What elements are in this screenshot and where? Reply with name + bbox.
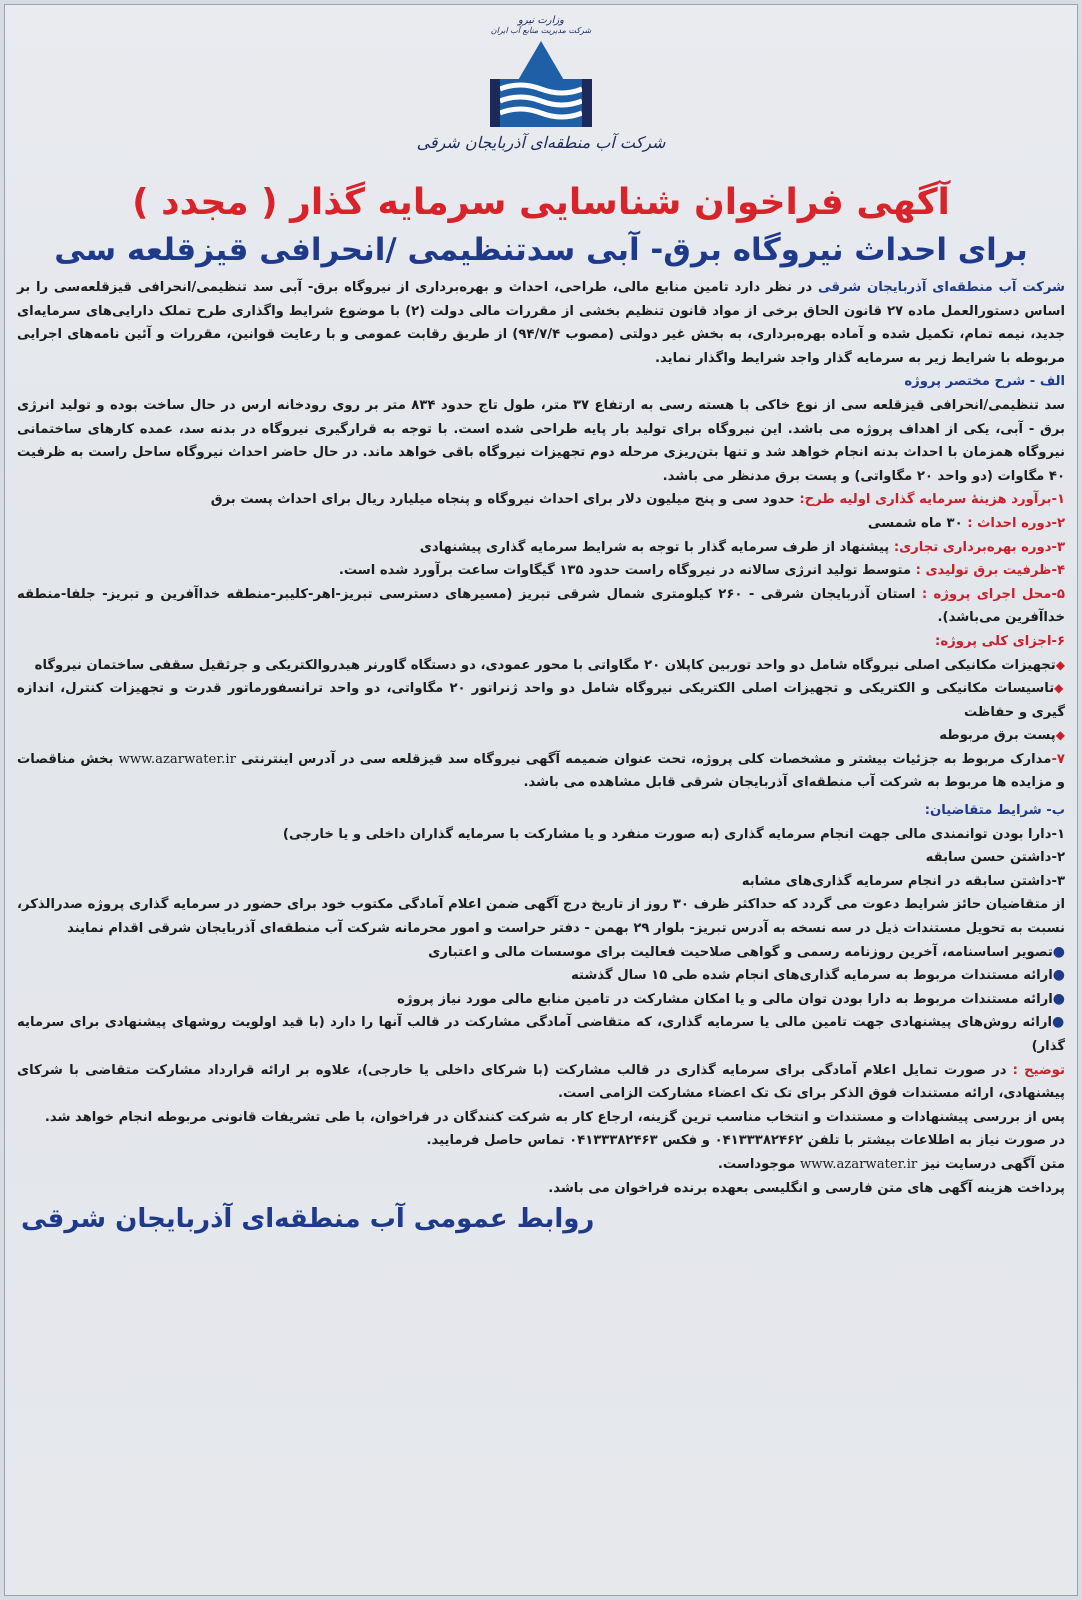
parent-company-label: شرکت مدیریت منابع آب ایران <box>490 26 592 35</box>
water-drop-logo-icon <box>486 39 596 131</box>
page-subtitle: برای احداث نیروگاه برق- آبی سدتنظیمی /انحرافی قیزقلعه سی <box>54 232 1028 268</box>
website-paragraph <box>17 1153 1065 1177</box>
project-item <box>17 536 1065 560</box>
invitation-paragraph: از متقاضیان حائز شرایط دعوت می گردد که حداکثر ظرف ۳۰ روز از تاریخ درج آگهی ضمن اعلام آمادگی مکتوب خود برای حضور در سرمایه گذاری پروژه صدرالذکر، نسبت به تحویل مستندات ذیل در سه نسخه به آدرس تبریز- بلوار ۲۹ بهمن - دفتر حراست و امور محرمانه شرکت آب منطقه‌ای آذربایجان شرقی اقدام نمایند <box>17 897 1065 937</box>
item-text: استان آذربایجان شرقی - ۲۶۰ کیلومتری شمال شرقی تبریز (مسیرهای دسترسی تبریز-اهر-کلیبر-منطقه خداآفرین و تبریز- جلفا-منطقه خداآفرین می‌باشد). <box>17 586 1065 626</box>
item-label: ۴-ظرفیت برق تولیدی : <box>915 563 1065 579</box>
item-label: ۶-اجزای کلی پروژه: <box>935 633 1065 649</box>
circle-bullet-icon: ● <box>1052 943 1065 960</box>
component-item <box>17 654 1065 678</box>
item-label: ۲-دوره احداث : <box>967 515 1065 531</box>
project-item <box>17 488 1065 512</box>
item-label: ۱-برآورد هزینهٔ سرمایه گذاری اولیه طرح: <box>799 492 1065 508</box>
document-item <box>17 941 1065 965</box>
note-paragraph <box>17 1059 1065 1106</box>
component-item <box>17 677 1065 724</box>
project-item <box>17 630 1065 654</box>
page-title: آگهی فراخوان شناسایی سرمایه گذار ( مجدد ) <box>132 182 950 223</box>
project-item <box>17 512 1065 536</box>
note-text: در صورت تمایل اعلام آمادگی برای سرمایه گذاری در قالب مشارکت (با شرکای داخلی یا خارجی)، علاوه بر ارائه قرارداد مشارکت متقاضی با شرکای پیشنهادی، ارائه مستندات فوق الذکر برای تک تک اعضاء مشارکت الزامی است. <box>17 1062 1065 1102</box>
project-item <box>17 559 1065 583</box>
item-label: ۷- <box>1051 751 1065 767</box>
ministry-label: وزارت نیرو <box>518 15 565 26</box>
cost-paragraph: پرداخت هزینه آگهی های متن فارسی و انگلیسی بعهده برنده فراخوان می باشد. <box>548 1180 1065 1196</box>
advertisement-page <box>4 4 1078 1596</box>
document-item <box>17 1011 1065 1058</box>
section-a-description: سد تنظیمی/انحرافی قیزقلعه سی از نوع خاکی با هسته رسی به ارتفاع ۳۷ متر، طول تاج حدود ۸۳۴ متر بر روی رودخانه ارس در حال ساخت بوده و تولید انرژی برق - آبی، یکی از اهداف پروژه می باشد. این نیروگاه برای تولید بار پایه طراحی شده است. با توجه به قرارگیری نیروگاه در بدنه سد، عمده کارهای ساختمانی نیروگاه همزمان با احداث بدنه انجام خواهد شد و تنها بتن‌ریزی مرحله دوم تجهیزات نیروگاه باقی خواهد ماند. در حال حاضر احداث نیروگاه ساحل راست به ظرفیت ۴۰ مگاوات (دو واحد ۲۰ مگاواتی) و پست برق مدنظر می باشد. <box>17 397 1066 484</box>
site-pre-text: متن آگهی درسایت نیز <box>917 1156 1065 1172</box>
website-link[interactable]: www.azarwater.ir <box>799 1156 918 1172</box>
advertisement-body <box>17 276 1065 1200</box>
section-b-heading: ب- شرایط متقاضیان: <box>924 803 1065 819</box>
item7-post-text: بخش مناقصات و مزایده ها مربوط به شرکت آب منطقه‌ای آذربایجان شرقی قابل مشاهده می باشد. <box>17 751 1065 791</box>
circle-bullet-icon: ● <box>1052 1014 1065 1031</box>
item-text: پیشنهاد از طرف سرمایه گذار با توجه به شرایط سرمایه گذاری پیشنهادی <box>419 539 894 555</box>
review-paragraph: پس از بررسی پیشنهادات و مستندات و انتخاب مناسب ترین گزینه، ارجاع کار به شرکت کنندگان در فراخوان، با طی تشریفات قانونی مربوطه انجام خواهد شد. <box>44 1109 1065 1125</box>
condition-item: ۱-دارا بودن توانمندی مالی جهت انجام سرمایه گذاری (به صورت منفرد و یا مشارکت با سرمایه گذاران داخلی و یا خارجی) <box>282 826 1065 842</box>
footer-signature <box>17 1204 1065 1234</box>
site-post-text: موجوداست. <box>717 1156 800 1172</box>
document-item <box>17 964 1065 988</box>
section-a-heading: الف - شرح مختصر پروژه <box>904 374 1065 390</box>
circle-bullet-icon: ● <box>1052 967 1065 984</box>
public-relations-label: روابط عمومی آب منطقه‌ای آذربایجان شرقی <box>21 1204 595 1235</box>
project-item <box>17 583 1065 630</box>
document-text: ارائه مستندات مربوط به دارا بودن توان مالی و یا امکان مشارکت در تامین منابع مالی مورد نیاز پروژه <box>397 991 1053 1007</box>
document-item <box>17 988 1065 1012</box>
website-link[interactable]: www.azarwater.ir <box>118 751 236 767</box>
project-item-7 <box>17 748 1065 795</box>
company-name-logo-text: شرکت آب منطقه‌ای آذربایجان شرقی <box>416 133 666 152</box>
item-text: حدود سی و پنج میلیون دلار برای احداث نیروگاه و پنجاه میلیارد ریال برای احداث پست برق <box>210 492 800 508</box>
condition-item: ۳-داشتن سابقه در انجام سرمایه گذاری‌های مشابه <box>741 873 1065 889</box>
document-text: ارائه مستندات مربوط به سرمایه گذاری‌های انجام شده طی ۱۵ سال گذشته <box>570 968 1053 984</box>
diamond-bullet-icon: ◆ <box>1055 728 1065 743</box>
component-text: تجهیزات مکانیکی اصلی نیروگاه شامل دو واحد توربین کاپلان ۲۰ مگاواتی با محور عمودی، دو دستگاه گاورنر هیدروالکتریکی و جرثقیل سقفی ساختمان نیروگاه <box>34 657 1056 673</box>
circle-bullet-icon: ● <box>1052 990 1065 1007</box>
diamond-bullet-icon: ◆ <box>1055 657 1065 672</box>
condition-item: ۲-داشتن حسن سابقه <box>925 850 1065 866</box>
intro-paragraph <box>17 276 1065 370</box>
component-text: تاسیسات مکانیکی و الکتریکی و تجهیزات اصلی الکتریکی نیروگاه شامل دو واحد ژنراتور ۲۰ مگاواتی، دو واحد ترانسفورماتور قدرت و تجهیزات کنترل، اندازه گیری و حفاظت <box>17 681 1065 720</box>
intro-lead: شرکت آب منطقه‌ای آذربایجان شرقی <box>818 280 1065 295</box>
item-label: ۵-محل اجرای پروژه : <box>921 586 1065 602</box>
document-text: تصویر اساسنامه، آخرین روزنامه رسمی و گواهی صلاحیت فعالیت برای موسسات مالی و اعتباری <box>428 944 1053 960</box>
note-label: توضیح : <box>1012 1062 1065 1078</box>
contact-paragraph: در صورت نیاز به اطلاعات بیشتر با تلفن ۰۴۱۳۳۳۸۲۴۶۲ و فکس ۰۴۱۳۳۳۸۲۴۶۳ تماس حاصل فرمایید. <box>426 1133 1065 1149</box>
diamond-bullet-icon: ◆ <box>1054 681 1065 696</box>
intro-text: در نظر دارد تامین منابع مالی، طراحی، احداث و بهره‌برداری از نیروگاه برق- آبی سد تنظیمی/انحرافی قیزقلعه‌سی را بر اساس دستورالعمل ماده ۲۷ قانون الحاق برخی از مواد قانون تنظیم بخشی از مقررات مالی دولت (۲) با موضوع شرایط واگذاری طرح تملک دارایی‌های سرمایه‌ای جدید، نیمه تمام، تکمیل شده و آماده بهره‌برداری، به بخش غیر دولتی (مصوب ۹۴/۷/۴) از طریق رقابت عمومی و با رعایت قوانین، مقررات و آئین نامه‌های اجرایی مربوطه با شرایط زیر به سرمایه گذار واجد شرایط واگذار نماید. <box>17 280 1066 366</box>
component-item <box>17 724 1065 748</box>
component-text: پست برق مربوطه <box>939 728 1056 744</box>
item-text: متوسط تولید انرژی سالانه در نیروگاه راست حدود ۱۳۵ گیگاوات ساعت برآورد شده است. <box>338 563 916 579</box>
item-text: ۳۰ ماه شمسی <box>867 515 968 531</box>
document-text: ارائه روش‌های پیشنهادی جهت تامین مالی یا سرمایه گذاری، که متقاضی آمادگی مشارکت در قالب آنها را دارد (با قید اولویت روشهای پیشنهادی برای سرمایه گذار) <box>17 1015 1065 1054</box>
item-label: ۳-دوره بهره‌برداری تجاری: <box>893 539 1065 555</box>
item7-pre-text: مدارک مربوط به جزئیات بیشتر و مشخصات کلی پروژه، تحت عنوان ضمیمه آگهی نیروگاه سد قیزقلعه سی در آدرس اینترنتی <box>235 751 1052 767</box>
company-logo-block <box>17 13 1065 178</box>
